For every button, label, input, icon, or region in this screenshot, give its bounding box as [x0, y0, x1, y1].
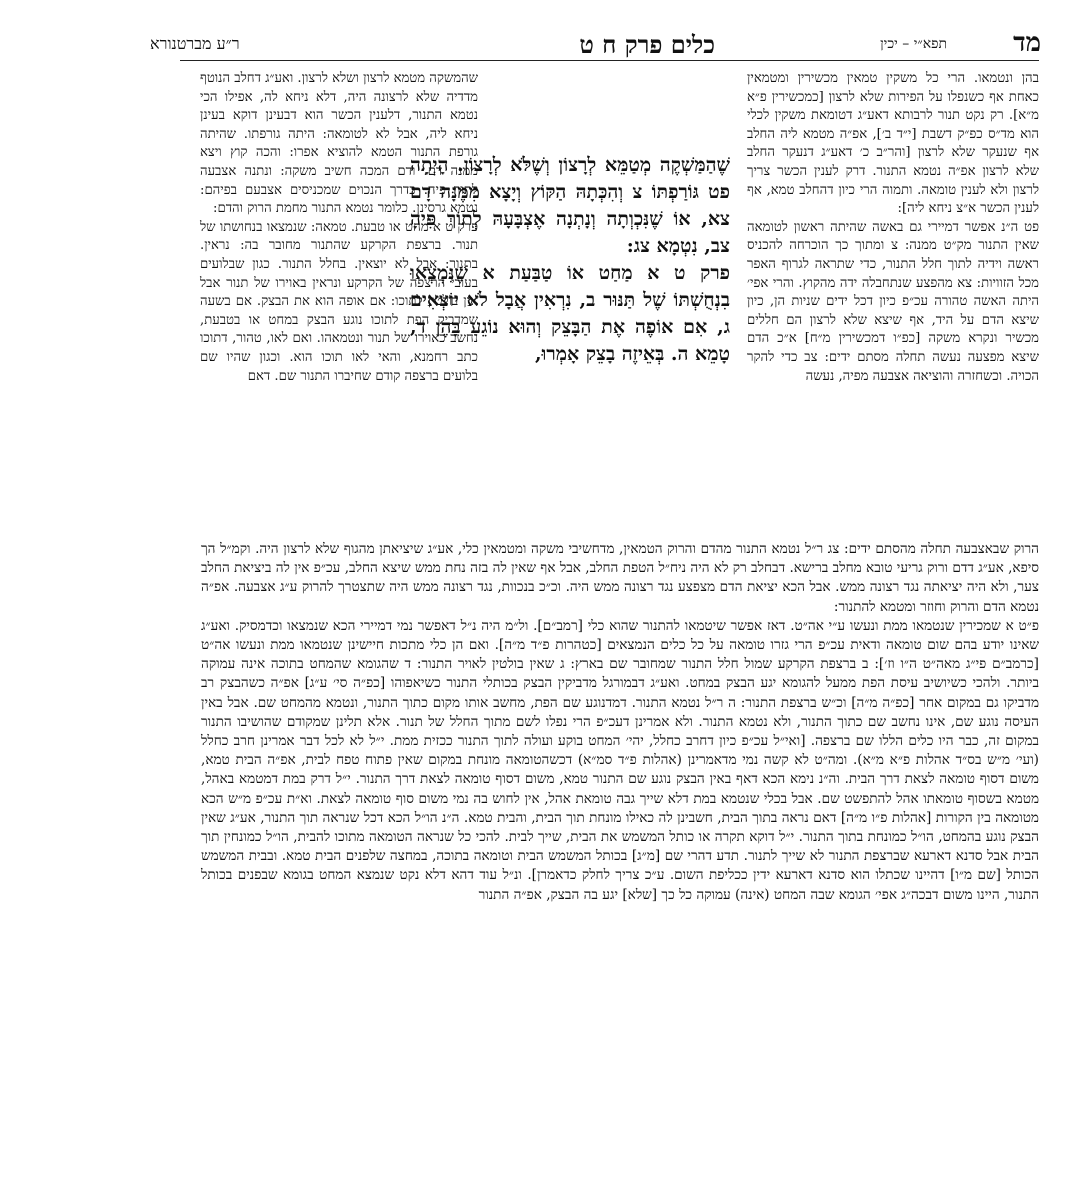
commentary-paragraph: פט ה״נ אפשר דמיירי גם באשה שהיתה ראשון לטומאה שאין התנור מק״ט ממנה: צ ומתוך כך הוכרחה להכניס ראשה וידיה לתוך חלל התנור, כדי שתראה לגרוף האפר מכל הזוויות: צא מהפצע שנתחבלה ידה מהקוץ. והרי אפי׳ היתה האשה טהורה עכ״פ כיון דכל ידים שניות הן, כיון שיצא הדם על היד, אף שיצא שלא לרצון הם חללים מכשיר ונקרא משקה [כפ״ו דמכשירין מ״ח] א״כ הדם שיצא מפצעה נעשה תחלה מסתם ידים: צב כדי להקר הכויה. וכשחזרה והוציאה אצבעה מפיה, נעשה: [747, 219, 1039, 384]
commentary-paragraph: פ״ט א שמכירין שנטמאו ממת ונעשו ע״י אה״ט. דאז אפשר שיטמאו להתנור שהוא כלי [רמב״ם]. ול״מ היה נ״ל דאפשר נמי דמיירי הכא שנמצאו וכדמסיק. ואע״ג שאינו יודע בהם שום טומאה ודאית עכ״פ הרי גזרו טומאה על כל כלים הנמצאים [כטהרות פ״ד מ״ה]. ואם הן כלי מתכות חיישינן שנטמאו ממת ונעשו אה״ט [כרמב״ם פי״ג מאה״ט ה״ו וז׳]: ב ברצפת הקרקע שמול חלל התנור שמחובר שם בארץ: ג שאין בולטין לאויר התנור: ד שהגומא שהמחט בתוכה אינה עמוקה ביותר. ולהכי כשיושיב עיסת הפת ממעל להגומא יגע הבצק במחט. ואע״ג דבמורגל מדביקין הבצק בכותלי התנור כשיאפוהו [כפ״ה סי׳ ע״ג] אפ״ה כשהבצק רב מדביקו גם במקום אחר [כפ״ה מ״ה] וכ״ש ברצפת התנור: ה ר״ל נטמא התנור. דמדנוגע שם הפת, מחשב אותו מקום כתוך התנור, ונטמא מהמחט שם. אבל באין העיסה נוגע שם, אינו נחשב שם כתוך התנור, ולא נטמא התנור. ולא אמרינן דעכ״פ הרי נפלו לשם מתוך החלל של תנור. אלא תלינן שמקודם שהושיבו התנור במקום זה, כבר היו כלים הללו שם ברצפה. [ואי״ל עכ״פ כיון דחרב כחלל, יהי׳ המחט בוקע ועולה לתוך התנור ככזית ממת. י״ל לא לכל דבר אמרינן חרב כחלל (ועי׳ מ״ש בס״ד אהלות פ״א מ״א). ומה״ט לא קשה נמי מדאמרינן (אהלות פ״ד סמ״א) דכשהטומאה מונחת במקום שאין פתוח טפח לבית, אפ״ה הבית טמא, משום דסוף טומאה לצאת דרך הבית. וה״נ נימא הכא דאף באין הבצק נוגע שם התנור טמא, משום דסוף טומאה לצאת דרך התנור. י״ל דרק במת דמטמא באהל, מטמא בשסוף טומאתו אהל להתפשט שם. אבל בכלי שנטמא במת דלא שייך גבה טומאת אהל, אין לחוש בה נמי משום סוף טומאה לצאת. וא״ת עכ״פ מ״ש הכא מטומאה בין הקורות [אהלות פ״ו מ״ה] דאם נראה בתוך הבית, חשבינן לה כאילו מונחת תוך הבית, והבית טמא. ה״נ הו״ל הכא דכל שנראה תוך התנור, אע״ג שאין הבצק נוגע בהמחט, הו״ל כמונחת בתוך התנור. י״ל דוקא תקרה או כותל המשמש את הבית, שייך לבית. להכי כל שנראה הטומאה מתוכו להבית, הו״ל כמונחין תוך הבית אבל סדנא דארעא שברצפת התנור לא שייך לתנור. תדע דהרי שם [מ״ג] בכותל המשמש הבית וטומאה בתוכה, במחצה שלפנים הבית טמא. ובבית המשמש הכותל [שם מ״ו] דהיינו שכתלו הוא סדנא דארעא ידין ככליפת השום. ע״כ צריך לחלק כדאמרן]. ונ״ל עוד דהא דלא נקט שנמצא המחט בגומא שבפנים בכותל התנור, היינו משום דבכה״ג אפי׳ הגומא שבה המחט (אינה) עמוקה כל כך [שלא] יגע בה הבצק, אפ״ה התנור: [201, 617, 1039, 903]
commentary-paragraph: פרק ט א מחט או טבעת. טמאה: שנמצאו בנחושתו של תנור. ברצפת הקרקע שהתנור מחובר בה: נראין. בתנור: אבל לא יוצאין. בחלל התנור. כגון שבלועים בעובי הרצפה של הקרקע ונראין באוירו של תנור אבל אין בולטין לתוכו: אם אופה הוא את הבצק. אם בשעה שמדביק הפת לתוכו נוגע הבצק במחט או בטבעת, נחשב כאוירו של תנור ונטמאהו. ואם לאו, טהור, דתוכו כתב רחמנא, והאי לאו תוכו הוא. וכגון שהיו שם בלועים ברצפה קודם שחיברו התנור שם. דאם: [200, 219, 478, 384]
bottom-commentary: [201, 540, 1039, 905]
page-title: כלים פרק ח ט: [579, 30, 715, 59]
mishnah-paragraph: שֶׁהַמַּשְׁקֶה מְטַמֵּא לְרָצוֹן וְשֶׁלֹּא לְרָצוֹן. הָיְתָה פט גּוֹרַפְתּוֹ צ וְהִכְּתָהּ הַקּוֹץ וְיָצָא מִמֶּנָּה דָם צא, אוֹ שֶׁנִּכְוְתָה וְנָתְנָה אֶצְבָּעָהּ לְתוֹךְ פִּיהָ צב, נִטְמָא צג:: [410, 154, 730, 257]
tiferet-yisrael-column: [747, 70, 1039, 386]
header-range: תפא״י – יכין: [880, 36, 947, 52]
mishnah-paragraph: פרק ט א מַחַט אוֹ טַבַּעַת א שֶׁנִּמְצְאוּ בִנְחֻשְׁתּוֹ שֶׁל תַּנּוּר ב, נִרְאִין אֲבָל לֹא יוֹצְאִים ג, אִם אוֹפֶה אֶת הַבָּצֵק וְהוּא נוֹגֵעַ בָּהֶן ד, טָמֵא ה. בְּאֵיזֶה בָצֵק אָמְרוּ,: [410, 262, 730, 365]
header-rule: [180, 60, 1039, 61]
page-header: [150, 28, 1041, 59]
commentary-paragraph: הרוק שבאצבעה תחלה מהסתם ידים: צג ר״ל נטמא התנור מהדם והרוק הטמאין, מדחשיבי משקה ומטמאין כלי, אע״ג שיציאתן מהגוף שלא לרצון היה. וקמ״ל הך סיפא, אע״ג דדם ורוק גריעי טובא מחלב ברישא. דבחלב רק לא היה ניח״ל הטפת החלב, אבל אף שאין לה בזה נחת ממש שיצא החלב, עכ״פ אין לה ביציאת החלב צער, ולא היה יציאתה נגד רצונה ממש. אבל הכא יציאת הדם מצפצע נגד רצונה ממש היה. וכ״כ בנכוות, נגד רצונה ממש היה שתצטרך להרוק ע״ג אצבעה. אפ״ה נטמא הדם והרוק וחוזר ומטמא להתנור:: [201, 541, 1039, 615]
commentary-paragraph: שהמשקה מטמא לרצון ושלא לרצון. ואע״ג דחלב הנוטף מדדיה שלא לרצונה היה, דלא ניחא לה, אפילו הכי נטמא התנור, דלענין הכשר הוא דבעינן דוקא בעינן ניחא ליה, אבל לא לטומאה: היתה גורפתו. שהיתה גורפת התנור הטמא להוציא אפרו: והכה קוץ ויצא ממנה דם. ודם המכה חשיב משקה: ונתנה אצבעה לתוך פיה. כדרך הנכוים שמכניסים אצבעם בפיהם: נטמא גרסינן. כלומר נטמא התנור מחמת הרוק והדם:: [200, 71, 478, 217]
commentator-name: ר״ע מברטנורא: [150, 34, 240, 53]
page-number: מד: [1013, 28, 1041, 58]
mishnah-text: [410, 152, 730, 368]
commentary-paragraph: בהן ונטמאו. הרי כל משקין טמאין מכשירין ומטמאין כאחת אף כשנפלו על הפירות שלא לרצון [כמכשירין פ״א מ״א]. רק נקט תנור לרבותא דאע״ג דטומאת משקין לכלי הוא מד״ס כפ״ק דשבת [י״ד ב׳], אפ״ה מטמא ליה החלב אף שנעקר שלא לרצון [והר״ב כ׳ דאע״ג דנעקר החלב שלא לרצון אפ״ה נטמא התנור. דרק לענין הכשר צריך לרצון ולא לענין טומאה. ותמוה הרי כיון דהחלב טמא, אף לענין הכשר א״צ ניחא ליה]:: [747, 71, 1039, 217]
